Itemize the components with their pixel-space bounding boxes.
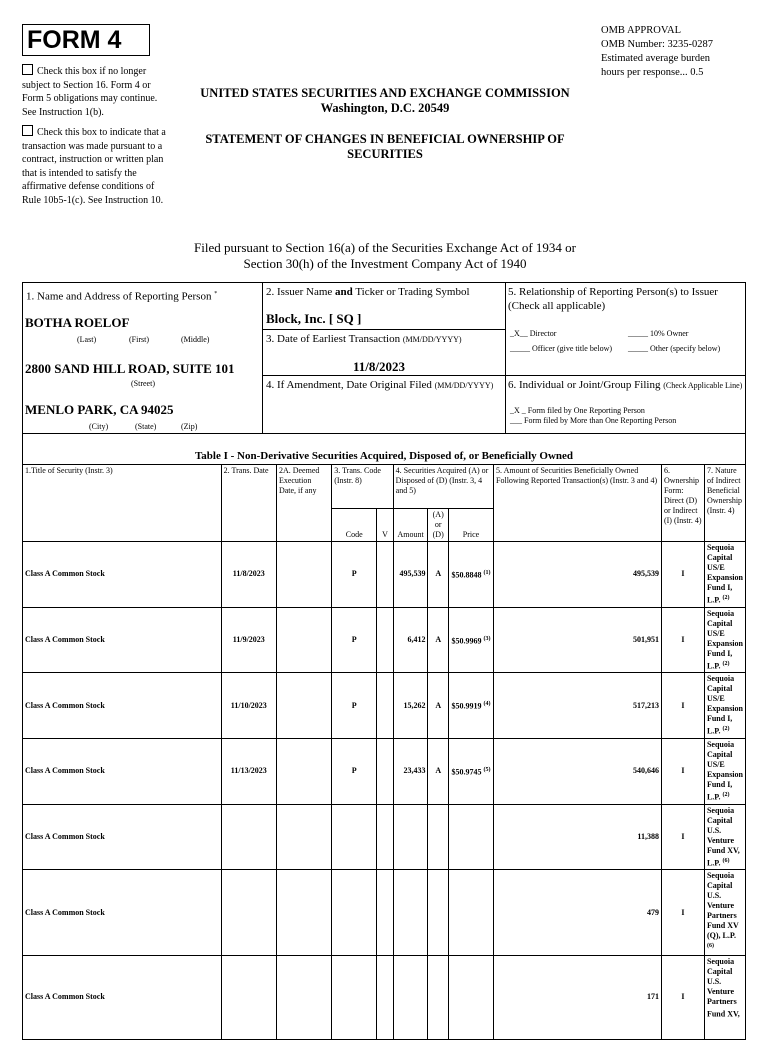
cell-ownership-form: I (661, 673, 704, 739)
subcol-v: V (377, 509, 393, 542)
cell-deemed-date (276, 738, 331, 804)
cell-deemed-date (276, 673, 331, 739)
subcol-code: Code (332, 509, 377, 542)
cell-trans-code (332, 955, 377, 1039)
omb-line3: Estimated average burden (601, 53, 711, 64)
cell-price (448, 955, 493, 1039)
street-label: (Street) (131, 379, 155, 388)
cell-a-or-d: A (428, 607, 448, 673)
cell-a-or-d (428, 870, 448, 956)
cell-v-flag (377, 955, 393, 1039)
cell-security-title: Class A Common Stock (23, 673, 222, 739)
cell-a-or-d: A (428, 738, 448, 804)
footnote-ref[interactable]: (1) (483, 570, 491, 576)
cell-amount: 6,412 (393, 607, 428, 673)
zip-label: (Zip) (181, 422, 198, 431)
relationship-officer: _____ Officer (give title below) (510, 344, 613, 353)
statement-title: STATEMENT OF CHANGES IN BENEFICIAL OWNERSHIP OF SECURITIES (205, 132, 565, 161)
footnote-ref[interactable]: (2) (722, 726, 730, 733)
check-10b5-1 (22, 125, 172, 207)
cell-nature-ownership: Sequoia Capital US/E Expansion Fund I, L.P. $^{(2)}$ (704, 673, 745, 739)
col-ownership-form: 6. Ownership Form: Direct (D) or Indirect (I) (Instr. 4) (661, 465, 704, 542)
box4-label: 4. If Amendment, Date Original Filed (MM/DD/YYYY) (266, 379, 494, 391)
cell-trans-date: 11/13/2023 (221, 738, 276, 804)
col-trans-code: 3. Trans. Code (Instr. 8) (332, 465, 393, 509)
table-row (23, 542, 746, 608)
filing-one-person: _X _ Form filed by One Reporting Person (510, 406, 645, 415)
cell-nature-ownership: Sequoia Capital US/E Expansion Fund I, L.P. $^{(2)}$ (704, 542, 745, 608)
cell-trans-code: P (332, 542, 377, 608)
cell-trans-date: 11/10/2023 (221, 673, 276, 739)
filed-line2: Section 30(h) of the Investment Company Act of 1940 (243, 256, 527, 271)
footnote-ref[interactable]: (2) (722, 660, 730, 667)
box6-label: 6. Individual or Joint/Group Filing (Check Applicable Line) (508, 379, 743, 391)
issuer-name: Block, Inc. [ SQ ] (266, 311, 362, 326)
omb-line1: OMB APPROVAL (601, 25, 682, 36)
cell-v-flag (377, 738, 393, 804)
box1-label: 1. Name and Address of Reporting Person * (26, 290, 218, 303)
cell-security-title: Class A Common Stock (23, 955, 222, 1039)
checkbox-no-longer-subject[interactable] (22, 64, 33, 75)
col-trans-date: 2. Trans. Date (221, 465, 276, 542)
agency-name: UNITED STATES SECURITIES AND EXCHANGE COMMISSION (200, 86, 570, 100)
cell-amount: 23,433 (393, 738, 428, 804)
cell-trans-code (332, 870, 377, 956)
cell-deemed-date (276, 955, 331, 1039)
cell-ownership-form: I (661, 870, 704, 956)
table-row (23, 955, 746, 1039)
table-row (23, 673, 746, 739)
cell-amount-owned: 495,539 (494, 542, 662, 608)
col-securities-acquired: 4. Securities Acquired (A) or Disposed of (D) (Instr. 3, 4 and 5) (393, 465, 493, 509)
filed-line1: Filed pursuant to Section 16(a) of the Securities Exchange Act of 1934 or (194, 240, 576, 255)
check2-text: Check this box to indicate that a transaction was made pursuant to a contract, instruction or written plan that is intended to satisfy the affirmative defense conditions of Rule 10b5-1(c). See Instruction 10. (22, 127, 166, 206)
cell-trans-date: 11/8/2023 (221, 542, 276, 608)
cell-security-title: Class A Common Stock (23, 542, 222, 608)
cell-amount: 15,262 (393, 673, 428, 739)
cell-trans-code: P (332, 738, 377, 804)
cell-a-or-d (428, 955, 448, 1039)
footnote-ref[interactable]: (3) (483, 635, 491, 642)
reporting-person-name: BOTHA ROELOF (25, 315, 130, 330)
street-address: 2800 SAND HILL ROAD, SUITE 101 (25, 361, 235, 376)
footnote-ref[interactable]: (2) (722, 595, 730, 601)
agency-heading (180, 86, 590, 116)
cell-v-flag (377, 870, 393, 956)
table-row (23, 738, 746, 804)
cell-trans-code (332, 804, 377, 870)
filing-multiple-persons: ___ Form filed by More than One Reporting Person (510, 416, 677, 425)
cell-amount-owned: 11,388 (494, 804, 662, 870)
city-state: MENLO PARK, CA 94025 (25, 402, 174, 417)
cell-amount-owned: 501,951 (494, 607, 662, 673)
col-amount-owned: 5. Amount of Securities Beneficially Owned Following Reported Transaction(s) (Instr. 3 and 4) (494, 465, 662, 542)
cell-ownership-form: I (661, 607, 704, 673)
col-title-security: 1.Title of Security (Instr. 3) (23, 465, 222, 542)
cell-deemed-date (276, 542, 331, 608)
earliest-transaction-date: 11/8/2023 (353, 359, 406, 374)
relationship-other: _____ Other (specify below) (628, 344, 721, 353)
subcol-amount: Amount (393, 509, 428, 542)
omb-line2: OMB Number: 3235-0287 (601, 39, 713, 50)
cell-amount (393, 870, 428, 956)
cell-a-or-d (428, 804, 448, 870)
box3-label: 3. Date of Earliest Transaction (MM/DD/YYYY) (266, 333, 462, 345)
cell-security-title: Class A Common Stock (23, 738, 222, 804)
cell-ownership-form: I (661, 542, 704, 608)
city-label: (City) (89, 422, 109, 431)
box2-label: 2. Issuer Name and Ticker or Trading Symbol (266, 286, 470, 298)
cell-trans-code: P (332, 673, 377, 739)
cell-price: $50.9745 $^{(5)}$ (448, 738, 493, 804)
cell-nature-ownership: Sequoia Capital U.S. Venture Partners Fund XV (Q), L.P. $^{(6)}$ (704, 870, 745, 956)
cell-trans-date (221, 804, 276, 870)
cell-a-or-d: A (428, 673, 448, 739)
cell-nature-ownership: Sequoia Capital US/E Expansion Fund I, L.P. $^{(2)}$ (704, 738, 745, 804)
middle-label: (Middle) (181, 335, 210, 344)
footnote-ref[interactable]: (6) (722, 857, 730, 864)
col-deemed-date: 2A. Deemed Execution Date, if any (276, 465, 331, 542)
footnote-ref[interactable]: (5) (483, 766, 491, 773)
form-title: FORM 4 (22, 24, 150, 56)
cell-price (448, 804, 493, 870)
cell-amount-owned: 540,646 (494, 738, 662, 804)
table-title: Table I - Non-Derivative Securities Acquired, Disposed of, or Beneficially Owned (194, 450, 574, 462)
cell-nature-ownership: Sequoia Capital U.S. Venture Partners Fund XV, (704, 955, 745, 1039)
cell-security-title: Class A Common Stock (23, 607, 222, 673)
cell-ownership-form: I (661, 955, 704, 1039)
cell-v-flag (377, 542, 393, 608)
cell-price: $50.8848 $^{(1)}$ (448, 542, 493, 608)
cell-v-flag (377, 673, 393, 739)
relationship-10pct-owner: _____ 10% Owner (628, 329, 689, 338)
cell-price: $50.9969 $^{(3)}$ (448, 607, 493, 673)
col-nature-ownership: 7. Nature of Indirect Beneficial Ownership (Instr. 4) (704, 465, 745, 542)
cell-deemed-date (276, 607, 331, 673)
cell-deemed-date (276, 870, 331, 956)
reporting-header (22, 282, 746, 434)
check-no-longer-subject (22, 64, 172, 119)
relationship-director: _X__ Director (510, 329, 557, 338)
table-row (23, 804, 746, 870)
subcol-price: Price (448, 509, 493, 542)
cell-v-flag (377, 804, 393, 870)
agency-city: Washington, D.C. 20549 (320, 101, 450, 115)
check1-text: Check this box if no longer subject to Section 16. Form 4 or Form 5 obligations may continue. See Instruction 1(b). (22, 66, 158, 118)
footnote-ref[interactable]: (6) (706, 943, 714, 950)
subcol-a-or-d: (A) or (D) (428, 509, 448, 542)
cell-trans-date (221, 955, 276, 1039)
omb-approval (601, 24, 713, 80)
cell-security-title: Class A Common Stock (23, 804, 222, 870)
cell-amount-owned: 517,213 (494, 673, 662, 739)
cell-price: $50.9919 $^{(4)}$ (448, 673, 493, 739)
footnote-ref[interactable]: (2) (722, 791, 730, 798)
cell-a-or-d: A (428, 542, 448, 608)
filed-pursuant (170, 240, 600, 272)
cell-security-title: Class A Common Stock (23, 870, 222, 956)
table-row (23, 870, 746, 956)
last-label: (Last) (77, 335, 97, 344)
cell-amount (393, 955, 428, 1039)
footnote-ref[interactable]: (4) (483, 701, 491, 708)
cell-trans-code: P (332, 607, 377, 673)
cell-trans-date: 11/9/2023 (221, 607, 276, 673)
cell-nature-ownership: Sequoia Capital U.S. Venture Fund XV, L.P. $^{(6)}$ (704, 804, 745, 870)
cell-ownership-form: I (661, 804, 704, 870)
cell-ownership-form: I (661, 738, 704, 804)
cell-trans-date (221, 870, 276, 956)
cell-amount-owned: 479 (494, 870, 662, 956)
cell-price (448, 870, 493, 956)
cell-amount-owned: 171 (494, 955, 662, 1039)
cell-nature-ownership: Sequoia Capital US/E Expansion Fund I, L.P. $^{(2)}$ (704, 607, 745, 673)
cell-amount: 495,539 (393, 542, 428, 608)
first-label: (First) (129, 335, 149, 344)
box5-label: 5. Relationship of Reporting Person(s) to Issuer (Check all applicable) (508, 286, 718, 312)
omb-line4: hours per response... 0.5 (601, 67, 704, 78)
checkbox-10b5-1[interactable] (22, 125, 33, 136)
cell-deemed-date (276, 804, 331, 870)
cell-amount (393, 804, 428, 870)
state-label: (State) (135, 422, 157, 431)
cell-v-flag (377, 607, 393, 673)
non-derivative-table (22, 464, 746, 1040)
table-row (23, 607, 746, 673)
